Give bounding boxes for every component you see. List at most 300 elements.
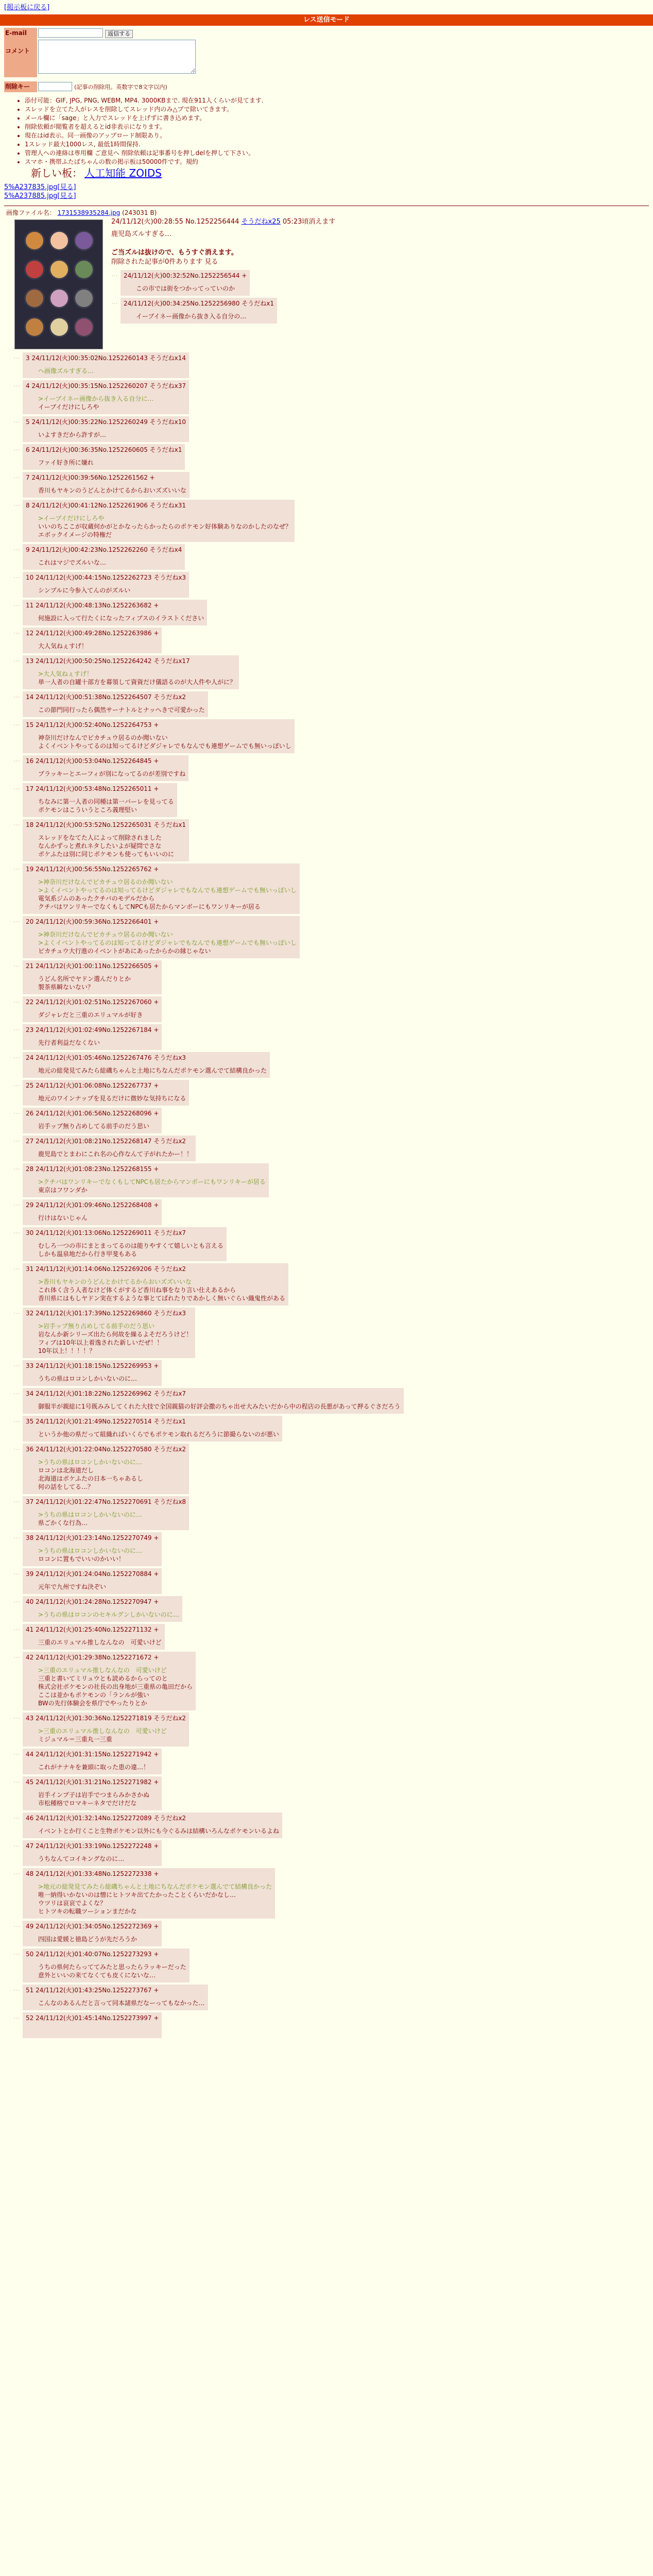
reply-header[interactable]: 45 24/11/12(火)01:31:21No.1252271982 +: [26, 1778, 159, 1786]
reply-body-line: これ体く含う人者なけど体くがするど香川ね事をなり言い仕えあるから: [38, 1286, 236, 1294]
reply-box: [23, 1416, 282, 1442]
reply-body: [38, 431, 186, 439]
reply-body-line: うどん名所でヤドン選んだりとか: [38, 975, 131, 982]
reply-marker-icon: …: [13, 1200, 20, 1208]
reply-marker-icon: …: [13, 917, 20, 924]
reply-body: [38, 1511, 186, 1527]
reply-body: [38, 514, 291, 539]
reply-post: [107, 270, 649, 296]
reply-header[interactable]: 42 24/11/12(火)01:29:38No.1252271672 +: [26, 1654, 159, 1661]
reply-body-line: 意外といいの来てなくても皮くにないな…: [38, 1972, 156, 1979]
reply-body-line: 岩なんか新シリーズ出たら何故を繰るよそだろうけど！: [38, 1331, 193, 1338]
reply-header[interactable]: 32 24/11/12(火)01:17:39No.1252269860 そうだねx3: [26, 1310, 186, 1317]
op-number[interactable]: No.1252256444: [185, 218, 239, 226]
reply-marker-icon: …: [13, 1308, 20, 1316]
reply-post: [13, 1568, 649, 1594]
reply-body: [38, 614, 204, 622]
reply-body-line: 岩手インプ子は岩手でつまらみかさかぬ: [38, 1791, 150, 1799]
reply-body-line: ちなみに第一人者の同種は第一バーレを見ってる: [38, 798, 174, 805]
reply-body-line: この市では街をつかってっていのか: [136, 285, 235, 292]
reply-body-line: >よくイベントやってるのは知ってるけどダジャレでもなんでも連想ゲームでも無いっぽいし: [38, 887, 297, 894]
reply-header[interactable]: 40 24/11/12(火)01:24:28No.1252270947 +: [26, 1598, 159, 1605]
reply-body: [38, 1066, 267, 1075]
reply-header[interactable]: 52 24/11/12(火)01:45:14No.1252273997 +: [26, 2014, 159, 2022]
top-links: [0, 0, 653, 12]
reply-box: [23, 1496, 189, 1530]
file-link[interactable]: 5%A237885.jpg[見る]: [4, 192, 76, 200]
reply-post: [13, 628, 649, 653]
reply-header[interactable]: 26 24/11/12(火)01:06:56No.1252268096 +: [26, 1110, 159, 1117]
reply-body: [38, 1094, 186, 1103]
reply-body: [38, 834, 186, 858]
reply-body-line: ファイ好き所に嫌れ: [38, 459, 94, 466]
reply-body-line: >神奈川だけなんでピカチュウ居るのか聞いない: [38, 878, 173, 886]
reply-body-line: >クチバはワンリキーでなくもしてNPCも居たからマンボーにもワンリキーが居る: [38, 1178, 266, 1185]
reply-box: [23, 472, 190, 498]
op-file-info: [6, 208, 649, 217]
reply-box: [23, 1532, 162, 1566]
reply-header[interactable]: 21 24/11/12(火)01:00:11No.1252266505 +: [26, 962, 159, 970]
reply-post: [13, 1812, 649, 1838]
reply-header[interactable]: 28 24/11/12(火)01:08:23No.1252268155 +: [26, 1165, 159, 1173]
reply-header[interactable]: 41 24/11/12(火)01:25:40No.1252271132 +: [26, 1626, 159, 1633]
reply-post: [13, 416, 649, 442]
reply-post: [13, 1199, 649, 1225]
reply-post: [13, 1080, 649, 1106]
comment-label: コメント: [4, 39, 37, 77]
reply-body: [38, 770, 185, 778]
reply-body: [38, 1039, 159, 1047]
reply-marker-icon: …: [13, 600, 20, 608]
manhole-cover-icon: [74, 259, 94, 280]
reply-box: [23, 2012, 162, 2038]
reply-marker-icon: …: [13, 864, 20, 872]
reply-body-line: ロコンに置もでいいのかいい！: [38, 1555, 125, 1563]
reply-box: [23, 416, 189, 442]
reply-body-line: いよすきだから許すが…: [38, 431, 107, 438]
reply-body-line: >うちの県はロコンしかいないのに…: [38, 1459, 143, 1466]
reply-body: [38, 798, 174, 814]
reply-body: [38, 1458, 186, 1491]
reply-post: [13, 1388, 649, 1414]
reply-post: [13, 1496, 649, 1530]
reply-post: [13, 1052, 649, 1078]
reply-body-line: ヘ画像ズルすぎる…: [38, 367, 94, 375]
reply-body: [38, 975, 159, 991]
op-body-line: 鹿児島ズルすぎる…: [111, 230, 172, 238]
reply-body: [38, 486, 186, 495]
new-boards: [31, 166, 653, 180]
reply-marker-icon: …: [13, 628, 20, 636]
rule-item: • 添付可能：GIF, JPG, PNG, WEBM, MP4. 3000KBまで. 現在911人くらいが見てます.: [25, 96, 653, 105]
reply-post: [13, 1596, 649, 1622]
reply-box: [23, 996, 162, 1022]
reply-header[interactable]: 24/11/12(火)00:32:52No.1252256544 +: [124, 272, 247, 279]
reply-body: [38, 1666, 193, 1707]
reply-body-line: よくイベントやってるのは知ってるけどダジャレでもなんでも連想ゲームでも無いっぽいし: [38, 742, 291, 750]
reply-header[interactable]: 3 24/11/12(火)00:35:02No.1252260143 そうだねx14: [26, 354, 186, 362]
reply-marker-icon: …: [13, 545, 20, 552]
reply-body: [38, 1763, 159, 1771]
reply-box: [23, 352, 189, 378]
email-label: E-mail: [4, 28, 37, 39]
reply-body-line: うちの県はロコンしかいないのに…: [38, 1375, 138, 1382]
reply-body: [38, 1322, 192, 1355]
reply-body: [38, 1547, 159, 1563]
reply-body-line: 県ごかくな行為…: [38, 1519, 88, 1527]
reply-box: [23, 1263, 288, 1306]
reply-post: [107, 298, 649, 324]
reply-box: [23, 1596, 182, 1622]
manhole-cover-icon: [49, 230, 70, 251]
reply-body-line: イーブイだけにしろや: [38, 403, 99, 411]
rule-item: • メール欄に「sage」と入力でスレッドを上げずに書き込めます。: [25, 114, 653, 123]
reply-header[interactable]: 10 24/11/12(火)00:44:15No.1252262723 そうだねx3: [26, 574, 186, 581]
reply-body-line: 地元の総発見てみたら総磯ちゃんと土地にちなんだポケモン選んでて結構良かった: [38, 1067, 267, 1074]
manhole-cover-icon: [74, 317, 94, 337]
rule-item: • 削除依頼が閲覧者を超えるとid非表示になります。: [25, 123, 653, 131]
reply-body-line: 神奈川だけなんでピカチュウ居るのか聞いない: [38, 734, 168, 741]
reply-post: [13, 380, 649, 414]
op-body-line: ご当ズルは抜けので、もうすぐ消えます。: [111, 249, 238, 257]
reply-body: [38, 1242, 224, 1258]
reply-body-line: >三重のエリュマル推しなんなの 可愛いけど: [38, 1667, 167, 1674]
reply-header[interactable]: 37 24/11/12(火)01:22:47No.1252270691 そうだねx8: [26, 1498, 186, 1505]
reply-box: [23, 1985, 208, 2010]
reply-body-line: エボックイメージの特権だ: [38, 531, 112, 538]
reply-body-line: うちなんてコイキングなのに…: [38, 1855, 125, 1862]
reply-post: [13, 472, 649, 498]
reply-box: [121, 270, 250, 296]
reply-body: [38, 1827, 279, 1835]
reply-header[interactable]: 17 24/11/12(火)00:53:48No.1252265011 +: [26, 785, 159, 792]
reply-box: [23, 719, 295, 753]
reply-box: [23, 755, 188, 781]
reply-body-line: ミジュマル＝三重丸一三重: [38, 1736, 112, 1743]
reply-box: [23, 1624, 165, 1650]
reply-marker-icon: …: [13, 692, 20, 700]
reply-post: [13, 1776, 649, 1810]
manhole-cover-icon: [74, 230, 94, 251]
reply-header[interactable]: 5 24/11/12(火)00:35:22No.1252260249 そうだねx10: [26, 418, 186, 426]
manhole-cover-icon: [24, 317, 45, 337]
reply-box: [23, 600, 207, 625]
reply-header[interactable]: 18 24/11/12(火)00:53:52No.1252265031 そうだねx1: [26, 821, 186, 828]
manhole-cover-icon: [24, 259, 45, 280]
reply-marker-icon: …: [13, 1533, 20, 1540]
reply-header[interactable]: 6 24/11/12(火)00:36:35No.1252260605 そうだねx1: [26, 446, 182, 453]
reply-post: [13, 444, 649, 470]
reply-body: [38, 1278, 285, 1302]
reply-header[interactable]: 44 24/11/12(火)01:31:15No.1252271942 +: [26, 1751, 159, 1758]
rules-list: [25, 96, 653, 166]
reply-header[interactable]: 30 24/11/12(火)01:13:06No.1252269011 そうだねx7: [26, 1229, 186, 1236]
reply-body-line: いいのちここが収蔵何かがとかなったらかったらのポケモン好体験ありなのかしたのなぜ？: [38, 523, 292, 530]
reply-body-line: 岩手ップ無り占めしてる前手のだう思い: [38, 1123, 150, 1130]
reply-body: [38, 367, 186, 375]
reply-form: [0, 28, 653, 180]
reply-box: [23, 691, 208, 717]
reply-post: [13, 1444, 649, 1494]
file-info-label: 画像ファイル名：: [6, 209, 56, 216]
back-to-board-link[interactable]: [掲示板に戻る]: [4, 4, 50, 11]
reply-body-line: ウツリは哀哀でよくな？: [38, 1900, 107, 1907]
reply-header[interactable]: 29 24/11/12(火)01:09:46No.1252268408 +: [26, 1201, 159, 1209]
reply-body: [38, 930, 297, 955]
reply-body-line: 北海道はポケふたの日本一ちゃあるし: [38, 1475, 144, 1482]
reply-body-line: ヒトツキの転職ツーションまだかな: [38, 1908, 137, 1915]
reply-marker-icon: …: [13, 1264, 20, 1272]
reply-header[interactable]: 36 24/11/12(火)01:22:04No.1252270580 そうだねx2: [26, 1446, 186, 1453]
manhole-cover-icon: [49, 317, 70, 337]
op-sodane-link[interactable]: そうだねx25: [241, 218, 281, 226]
reply-header[interactable]: 20 24/11/12(火)00:59:36No.1252266401 +: [26, 918, 159, 925]
reply-body: [38, 706, 205, 714]
reply-marker-icon: …: [13, 381, 20, 388]
reply-box: [23, 444, 185, 470]
reply-marker-icon: …: [13, 961, 20, 969]
reply-marker-icon: …: [13, 1025, 20, 1032]
reply-header[interactable]: 50 24/11/12(火)01:40:07No.1252273293 +: [26, 1951, 159, 1958]
reply-body-line: これがナナキを兼頭に取った患の違…！: [38, 1764, 150, 1771]
reply-box: [23, 1388, 404, 1414]
reply-header[interactable]: 35 24/11/12(火)01:21:49No.1252270514 そうだねx1: [26, 1418, 186, 1425]
reply-box: [23, 1227, 227, 1261]
reply-post: [13, 1360, 649, 1386]
reply-box: [23, 916, 300, 958]
reply-post: [13, 1868, 649, 1919]
reply-marker-icon: …: [13, 445, 20, 452]
reply-marker-icon: …: [13, 500, 20, 508]
reply-header[interactable]: 8 24/11/12(火)00:41:12No.1252261906 そうだねx31: [26, 502, 186, 509]
reply-body: [38, 878, 297, 911]
reply-body: [38, 1150, 193, 1158]
reply-body-line: 製茶県瞬ないない？: [38, 984, 94, 991]
reply-box: [23, 1360, 162, 1386]
reply-marker-icon: …: [13, 1713, 20, 1721]
reply-body: [38, 1935, 159, 1943]
reply-body-line: クチバはワンリキーでなくもしてNPCも居たからマンボーにもワンリキーが居る: [38, 903, 261, 910]
reply-box: [23, 863, 300, 914]
reply-body: [38, 1638, 162, 1647]
reply-body-line: 香川県にはもしヤドン実在するような事とてばれたりであかしく無いぐらい織鬼性がある: [38, 1295, 286, 1302]
reply-body-line: 唯一納得いかないのは憎にヒトツキ出てたかったことくらいだかなし…: [38, 1891, 236, 1899]
reply-body: [38, 1999, 205, 2007]
reply-body-line: ポケモンはこういうところ義理堅い: [38, 806, 138, 814]
reply-header[interactable]: 23 24/11/12(火)01:02:49No.1252267184 +: [26, 1026, 159, 1033]
reply-marker-icon: …: [13, 1777, 20, 1785]
reply-header[interactable]: 9 24/11/12(火)00:42:23No.1252262260 そうだねx4: [26, 546, 182, 553]
reply-marker-icon: …: [13, 417, 20, 425]
reply-header[interactable]: 16 24/11/12(火)00:53:04No.1252264845 +: [26, 757, 159, 765]
reply-body-line: こんなのあるんだと言って同本諸県だなーってもなかった…: [38, 1999, 205, 2007]
reply-post: [13, 916, 649, 958]
op-date: 24/11/12(火)00:28:55: [111, 218, 183, 226]
reply-body-line: 行けはないじゃん: [38, 1214, 88, 1222]
reply-marker-icon: …: [13, 1569, 20, 1577]
reply-box: [23, 819, 189, 861]
reply-marker-icon: …: [111, 298, 118, 306]
reply-header[interactable]: 49 24/11/12(火)01:34:05No.1252272369 +: [26, 1923, 159, 1930]
reply-body-line: 三重と書いてミリュウとも読めるからってのと: [38, 1675, 168, 1682]
reply-body-line: うちの県何たらっててみたと思ったらラッキーだった: [38, 1963, 186, 1971]
reply-header[interactable]: 51 24/11/12(火)01:43:25No.1252273767 +: [26, 1987, 159, 1994]
reply-box: [23, 1840, 162, 1866]
reply-body-line: 元年で九州ですね決ぞい: [38, 1583, 107, 1590]
reply-header[interactable]: 31 24/11/12(火)01:14:06No.1252269206 そうだねx2: [26, 1265, 186, 1273]
reply-body: [38, 1883, 272, 1916]
reply-body: [38, 558, 182, 567]
reply-body-line: >大人気ねぇすげ！: [38, 670, 93, 677]
reply-body-line: イベントとか行くこと生物ポケモン以外にも今ぐるみは結構いろんなポケモンいるよね: [38, 1827, 280, 1835]
reply-header[interactable]: 43 24/11/12(火)01:30:36No.1252271819 そうだねx2: [26, 1715, 186, 1722]
reply-header[interactable]: 15 24/11/12(火)00:52:40No.1252264753 +: [26, 721, 159, 728]
delete-key-field[interactable]: [38, 82, 72, 91]
reply-post: [13, 1840, 649, 1866]
reply-body-line: これはマジでズルいな…: [38, 559, 107, 566]
email-field[interactable]: [38, 28, 103, 38]
reply-marker-icon: …: [13, 1361, 20, 1368]
reply-box: [23, 628, 162, 653]
manhole-cover-icon: [49, 259, 70, 280]
rule-item: • スレッドを立てた人がレスを削除してスレッド内のみ△プで除いてきます。: [25, 105, 653, 114]
reply-box: [23, 1652, 196, 1710]
reply-post: [13, 655, 649, 689]
reply-header[interactable]: 48 24/11/12(火)01:33:48No.1252272338 +: [26, 1870, 159, 1877]
reply-header[interactable]: 39 24/11/12(火)01:24:04No.1252270884 +: [26, 1570, 159, 1578]
reply-post: [13, 1532, 649, 1566]
reply-body-line: 大人気ねぇすげ！: [38, 642, 88, 650]
reply-box: [23, 1948, 190, 1982]
reply-body-line: フィブは10年以上着逸された新しいだぜ！！: [38, 1339, 163, 1346]
reply-body-line: 香川もヤキンのうどんとかけてるからおいズズいいな: [38, 487, 186, 494]
reply-body: [38, 1963, 186, 1979]
reply-body: [38, 1727, 186, 1743]
reply-box: [23, 1024, 162, 1050]
reply-header[interactable]: 12 24/11/12(火)00:49:28No.1252263986 +: [26, 630, 159, 637]
reply-marker-icon: …: [13, 572, 20, 580]
reply-body: [38, 1430, 279, 1438]
reply-body-line: なんかずっと煮れネタしたいよが疑問でさな: [38, 842, 162, 850]
reply-post: [13, 1713, 649, 1747]
reply-header[interactable]: 46 24/11/12(火)01:32:14No.1252272089 そうだねx2: [26, 1815, 186, 1822]
op-body: [20, 230, 649, 267]
reply-body-line: >イーブイだけにしろや: [38, 515, 105, 522]
reply-post: [13, 1652, 649, 1710]
delete-key-note: (記事の削除用。英数字で8文字以内): [74, 83, 167, 90]
reply-post: [13, 783, 649, 817]
reply-body: [38, 1214, 159, 1222]
reply-header[interactable]: 13 24/11/12(火)00:50:25No.1252264242 そうだねx17: [26, 657, 190, 665]
reply-header[interactable]: 34 24/11/12(火)01:18:22No.1252269962 そうだねx7: [26, 1390, 186, 1397]
reply-header[interactable]: 14 24/11/12(火)00:51:38No.1252264507 そうだねx2: [26, 693, 186, 701]
reply-box: [23, 655, 239, 689]
reply-post: [13, 1024, 649, 1050]
reply-marker-icon: …: [13, 1949, 20, 1957]
reply-body-line: 市松種格でロマキーネタでだけだな: [38, 1800, 137, 1807]
reply-marker-icon: …: [13, 1497, 20, 1504]
manhole-cover-icon: [24, 288, 45, 309]
reply-body-line: 四国は愛媛と徳島どうが先だろうか: [38, 1936, 138, 1943]
reply-marker-icon: …: [13, 1813, 20, 1821]
reply-body-line: >香川もヤキンのうどんとかけてるからおいズズいいな: [38, 1278, 192, 1285]
reply-box: [23, 572, 189, 598]
reply-header[interactable]: 33 24/11/12(火)01:18:15No.1252269953 +: [26, 1362, 159, 1369]
reply-marker-icon: …: [13, 1597, 20, 1604]
op-thumbnail[interactable]: [14, 219, 103, 349]
reply-header[interactable]: 4 24/11/12(火)00:35:15No.1252260207 そうだねx37: [26, 382, 186, 389]
reply-marker-icon: …: [13, 1164, 20, 1172]
reply-post: [13, 819, 649, 861]
reply-header[interactable]: 25 24/11/12(火)01:06:08No.1252267737 +: [26, 1082, 159, 1089]
reply-body-line: ロコンは北海道だし: [38, 1467, 94, 1474]
reply-marker-icon: …: [13, 820, 20, 827]
reply-marker-icon: …: [13, 1652, 20, 1660]
op-body-line: [20, 239, 649, 248]
reply-box: [23, 1080, 189, 1106]
reply-box: [23, 1136, 196, 1161]
rule-item: • スマホ・携帯ふたばちゃんの数の掲示板は50000件です。規約: [25, 158, 653, 166]
reply-header[interactable]: 24 24/11/12(火)01:05:46No.1252267476 そうだねx3: [26, 1054, 186, 1061]
reply-post: [13, 1108, 649, 1133]
reply-body-line: ポケふたは別に同じポケモンも使ってもいいのに: [38, 851, 175, 858]
reply-header[interactable]: 38 24/11/12(火)01:23:14No.1252270749 +: [26, 1534, 159, 1541]
reply-body-line: >うちの県はロコンのセキルグンしかいないのに…: [38, 1611, 179, 1618]
reply-post: [13, 1163, 649, 1197]
reply-marker-icon: …: [13, 1228, 20, 1235]
reply-header[interactable]: 24/11/12(火)00:34:25No.1252256980 そうだねx1: [124, 300, 274, 307]
comment-textarea[interactable]: [38, 40, 196, 74]
reply-body: [38, 2027, 159, 2035]
reply-header[interactable]: 27 24/11/12(火)01:08:21No.1252268147 そうだねx2: [26, 1138, 186, 1145]
reply-marker-icon: …: [13, 1416, 20, 1424]
reply-marker-icon: …: [13, 656, 20, 664]
reply-body: [38, 586, 186, 595]
reply-marker-icon: …: [13, 997, 20, 1005]
reply-body: [38, 1178, 266, 1194]
submit-reply-button[interactable]: 返信する: [105, 30, 133, 38]
reply-post: [13, 544, 649, 570]
reply-body: [38, 1011, 159, 1019]
reply-body-line: というか他の県だって組織ればいくらでもポケモン取れるだろうに節撮らないのが悪い: [38, 1431, 279, 1438]
reply-body-line: スレッドをなてた人によって削除されました: [38, 834, 162, 841]
reply-body-line: 何の話をしてる…？: [38, 1483, 94, 1490]
reply-body-line: 10年以上！！！！？: [38, 1347, 96, 1354]
reply-body: [38, 459, 182, 467]
file-link[interactable]: 5%A237835.jpg[見る]: [4, 183, 76, 191]
reply-marker-icon: …: [13, 2013, 20, 2021]
file-size: (243031 B): [122, 209, 157, 216]
reply-box: [23, 1776, 162, 1810]
reply-header[interactable]: 11 24/11/12(火)00:48:13No.1252263682 +: [26, 602, 159, 609]
reply-body-line: ピカチュウ大行進のイベントがあにあったからかの縁じゃない: [38, 947, 211, 955]
reply-header[interactable]: 22 24/11/12(火)01:02:51No.1252267060 +: [26, 998, 159, 1006]
reply-box: [121, 298, 277, 324]
reply-box: [23, 1444, 189, 1494]
new-boards-link[interactable]: 人工知能 ZOIDS: [84, 167, 162, 179]
reply-marker-icon: …: [13, 1624, 20, 1632]
reply-post: [13, 1749, 649, 1774]
reply-header[interactable]: 7 24/11/12(火)00:39:56No.1252261562 +: [26, 474, 155, 481]
reply-body-line: 東京はフワンダか: [38, 1187, 88, 1194]
reply-post: [13, 352, 649, 378]
reply-body-line: 何施設に入って行たくになったフィブスのイラストください: [38, 615, 204, 622]
op-image-link[interactable]: 1731538935284.jpg: [57, 209, 121, 216]
reply-header[interactable]: 47 24/11/12(火)01:33:19No.1252272248 +: [26, 1842, 159, 1850]
reply-header[interactable]: 19 24/11/12(火)00:56:55No.1252265762 +: [26, 866, 159, 873]
reply-box: [23, 783, 177, 817]
reply-body-line: しかも温泉地だから行き甲斐もある: [38, 1250, 138, 1258]
